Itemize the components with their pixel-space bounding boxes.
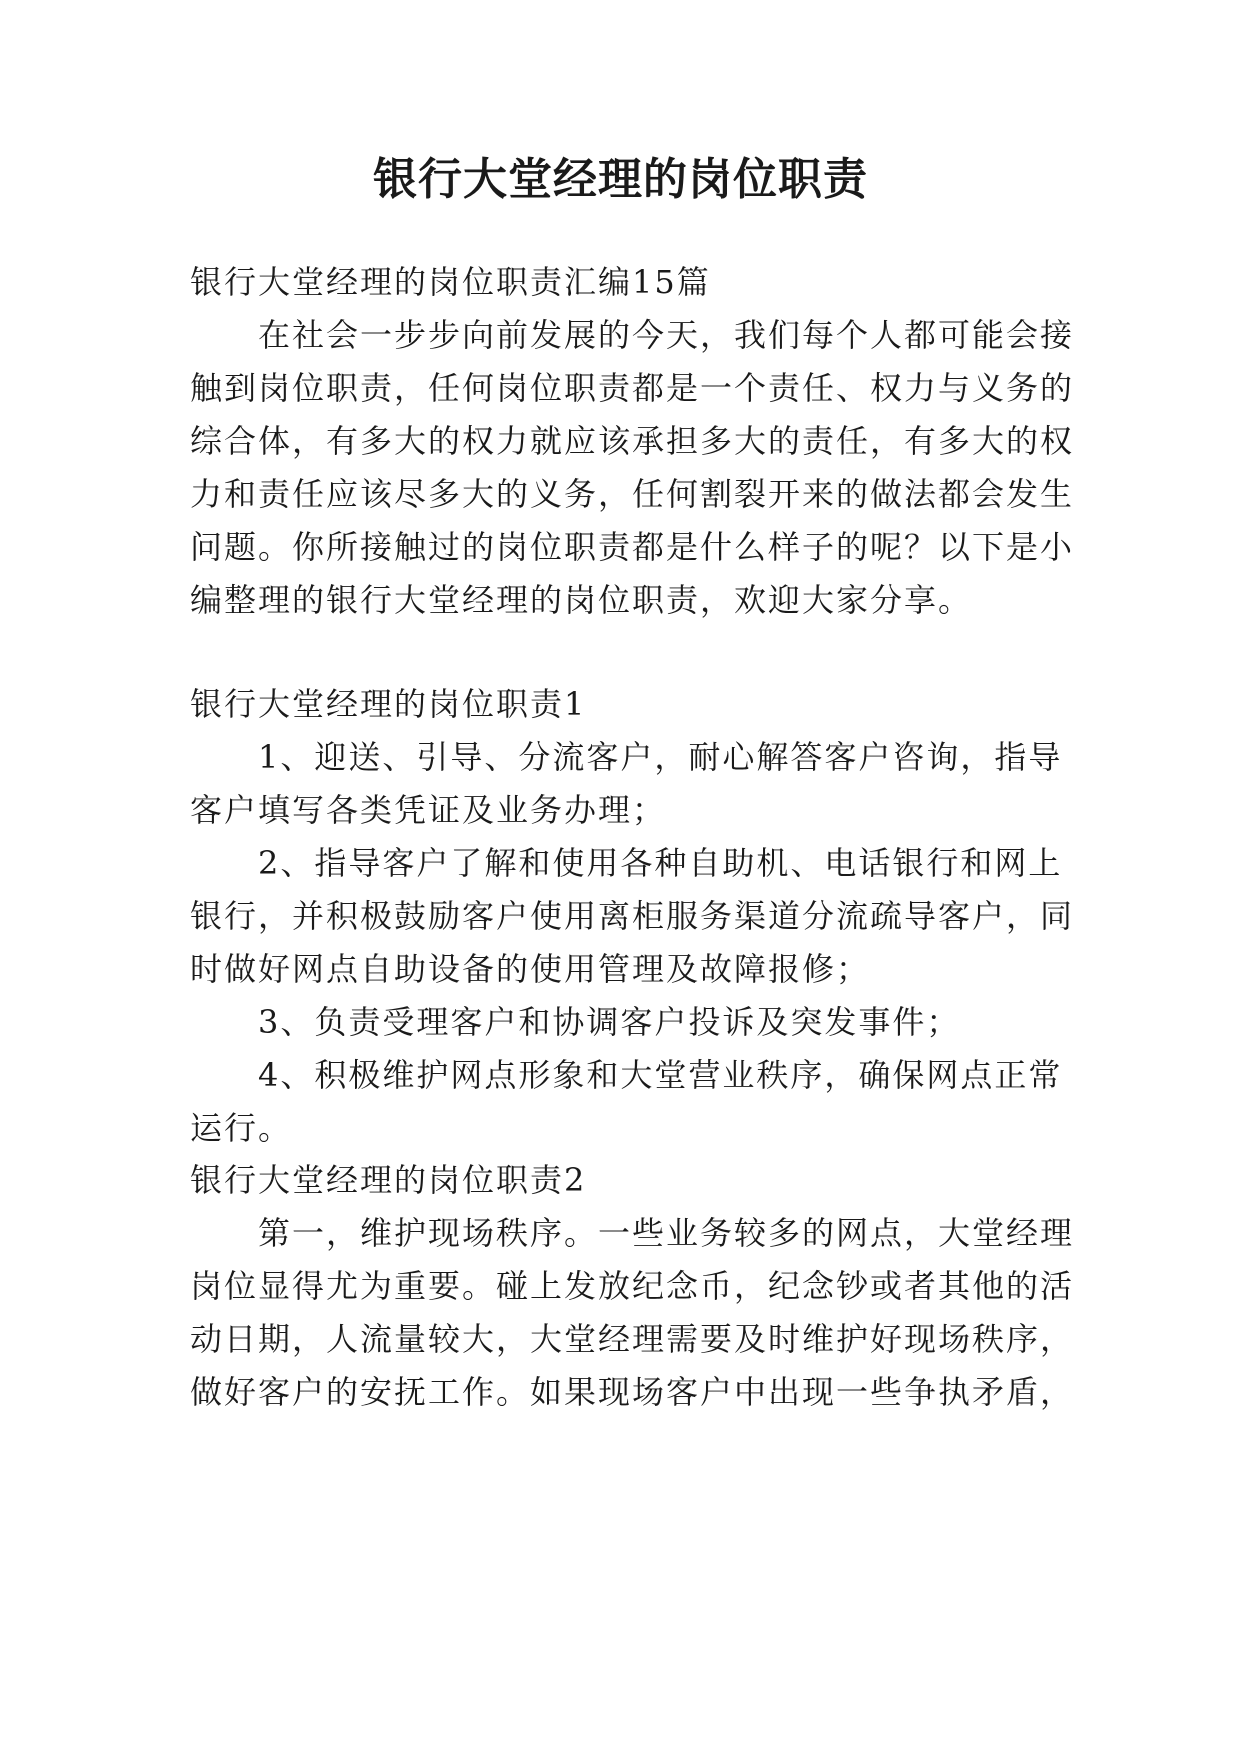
intro-line: 在社会一步步向前发展的今天，我们每个人都可能会接 bbox=[258, 316, 1075, 354]
section-line: 岗位显得尤为重要。碰上发放纪念币，纪念钞或者其他的活 bbox=[190, 1267, 1075, 1305]
intro-line: 问题。你所接触过的岗位职责都是什么样子的呢？以下是小 bbox=[190, 528, 1075, 566]
intro-line: 综合体，有多大的权力就应该承担多大的责任，有多大的权 bbox=[190, 422, 1075, 460]
document-title: 银行大堂经理的岗位职责 bbox=[373, 154, 868, 205]
section-line: 做好客户的安抚工作。如果现场客户中出现一些争执矛盾， bbox=[190, 1373, 1075, 1411]
section-line: 3、负责受理客户和协调客户投诉及突发事件； bbox=[258, 1003, 961, 1041]
section-line: 第一，维护现场秩序。一些业务较多的网点，大堂经理 bbox=[258, 1214, 1075, 1252]
section-line: 动日期，人流量较大，大堂经理需要及时维护好现场秩序， bbox=[190, 1320, 1075, 1358]
section-line: 客户填写各类凭证及业务办理； bbox=[190, 791, 667, 829]
section-heading: 银行大堂经理的岗位职责2 bbox=[190, 1161, 587, 1199]
section-line: 1、迎送、引导、分流客户，耐心解答客户咨询，指导 bbox=[258, 738, 1063, 776]
section-line: 时做好网点自助设备的使用管理及故障报修； bbox=[190, 950, 871, 988]
intro-line: 力和责任应该尽多大的义务，任何割裂开来的做法都会发生 bbox=[190, 475, 1075, 513]
intro-line: 触到岗位职责，任何岗位职责都是一个责任、权力与义务的 bbox=[190, 369, 1075, 407]
section-line: 4、积极维护网点形象和大堂营业秩序，确保网点正常 bbox=[258, 1056, 1063, 1094]
document-subtitle: 银行大堂经理的岗位职责汇编15篇 bbox=[190, 263, 711, 301]
section-line: 2、指导客户了解和使用各种自助机、电话银行和网上 bbox=[258, 844, 1063, 882]
section-heading: 银行大堂经理的岗位职责1 bbox=[190, 685, 587, 723]
section-line: 银行，并积极鼓励客户使用离柜服务渠道分流疏导客户，同 bbox=[190, 897, 1075, 935]
intro-line: 编整理的银行大堂经理的岗位职责，欢迎大家分享。 bbox=[190, 581, 973, 619]
section-line: 运行。 bbox=[190, 1109, 293, 1147]
